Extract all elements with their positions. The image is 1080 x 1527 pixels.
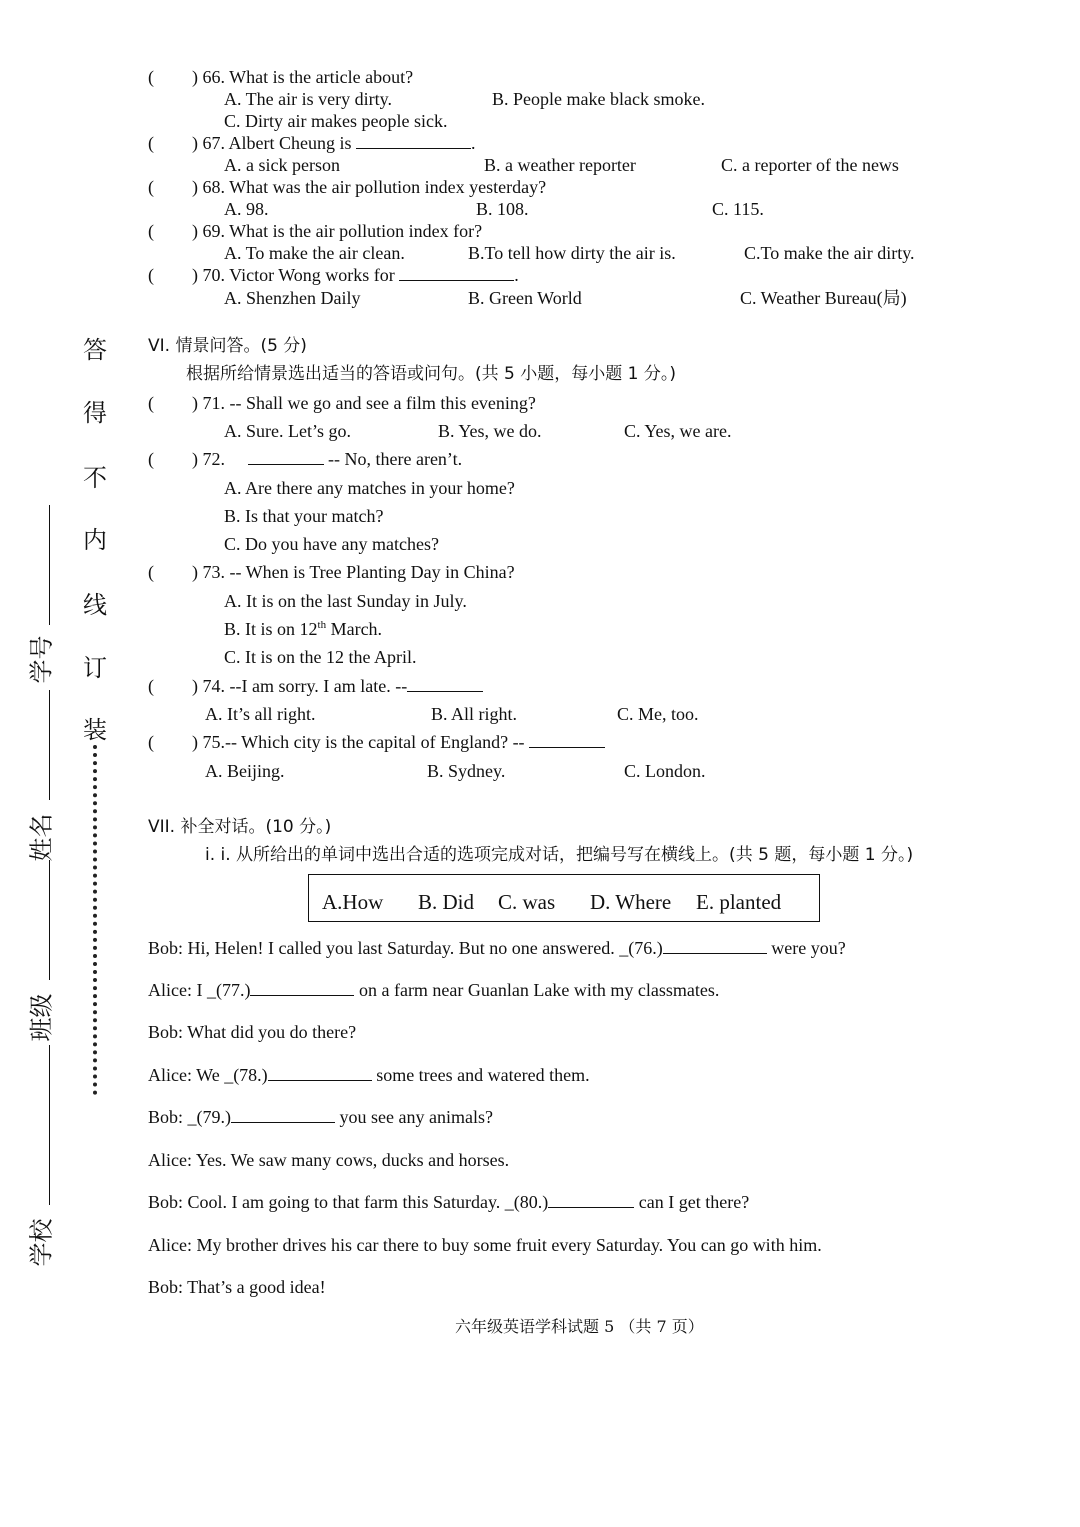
answer-blank bbox=[356, 132, 471, 149]
q66-option-a: A. The air is very dirty. bbox=[224, 89, 392, 109]
answer-blank bbox=[231, 1106, 335, 1123]
answer-blank bbox=[548, 1191, 634, 1208]
margin-char-5: 线 bbox=[83, 591, 107, 619]
q68-stem: ) 68. What was the air pollution index yesterday? bbox=[192, 177, 547, 197]
answer-blank bbox=[529, 731, 605, 748]
q72-option-b: B. Is that your match? bbox=[224, 506, 384, 526]
school-blank bbox=[49, 1045, 50, 1205]
q66-option-b: B. People make black smoke. bbox=[492, 89, 705, 109]
margin-char-7: 装 bbox=[83, 716, 107, 744]
margin-char-2: 得 bbox=[83, 399, 107, 427]
word-bank-b: B. Did bbox=[418, 890, 475, 914]
q73-option-c: C. It is on the 12 the April. bbox=[224, 647, 417, 667]
answer-blank bbox=[268, 1064, 372, 1081]
q72-option-a: A. Are there any matches in your home? bbox=[224, 478, 515, 498]
dialog-line-9: Bob: That’s a good idea! bbox=[148, 1277, 326, 1297]
section-6-title: VI. 情景问答。(5 分) bbox=[148, 336, 307, 356]
q71-option-c: C. Yes, we are. bbox=[624, 421, 732, 441]
dialog-line-2: Alice: I _(77.) on a farm near Guanlan Lake with my classmates. bbox=[148, 980, 720, 1000]
page-footer: 六年级英语学科试题 5 （共 7 页） bbox=[455, 1317, 704, 1336]
dialog-line-1: Bob: Hi, Helen! I called you last Saturday. But no one answered. _(76.) were you? bbox=[148, 938, 846, 958]
answer-blank bbox=[663, 937, 767, 954]
dialog-line-8: Alice: My brother drives his car there to buy some fruit every Saturday. You can go with him. bbox=[148, 1235, 822, 1255]
margin-char-4: 内 bbox=[83, 526, 107, 554]
q72-option-c: C. Do you have any matches? bbox=[224, 534, 439, 554]
answer-paren: ( bbox=[148, 676, 154, 696]
q70-option-a: A. Shenzhen Daily bbox=[224, 288, 361, 308]
word-bank-c: C. was bbox=[498, 890, 556, 914]
q74-option-b: B. All right. bbox=[431, 704, 518, 724]
q74-option-c: C. Me, too. bbox=[617, 704, 699, 724]
dialog-line-6: Alice: Yes. We saw many cows, ducks and horses. bbox=[148, 1150, 510, 1170]
school-label: 学校 bbox=[27, 1218, 56, 1267]
q68-option-b: B. 108. bbox=[476, 199, 529, 219]
dialog-line-3: Bob: What did you do there? bbox=[148, 1022, 357, 1042]
section-6-instructions: 根据所给情景选出适当的答语或问句。(共 5 小题，每小题 1 分。) bbox=[186, 364, 677, 384]
answer-blank bbox=[399, 264, 514, 281]
number-blank bbox=[49, 505, 50, 625]
q72-stem: ) 72. -- No, there aren’t. bbox=[192, 449, 463, 469]
class-blank bbox=[49, 860, 50, 980]
dialog-line-5: Bob: _(79.) you see any animals? bbox=[148, 1107, 493, 1127]
answer-paren: ( bbox=[148, 177, 154, 197]
q69-option-b: B.To tell how dirty the air is. bbox=[468, 243, 676, 263]
q73-option-a: A. It is on the last Sunday in July. bbox=[224, 591, 467, 611]
q67-option-a: A. a sick person bbox=[224, 155, 340, 175]
q74-stem: ) 74. --I am sorry. I am late. -- bbox=[192, 675, 483, 697]
q73-stem: ) 73. -- When is Tree Planting Day in China? bbox=[192, 562, 515, 582]
q68-option-a: A. 98. bbox=[224, 199, 269, 219]
answer-paren: ( bbox=[148, 265, 154, 285]
answer-blank bbox=[248, 448, 324, 465]
q66-stem: ) 66. What is the article about? bbox=[192, 67, 414, 87]
answer-blank bbox=[250, 979, 354, 996]
word-bank-d: D. Where bbox=[590, 890, 672, 914]
q71-option-a: A. Sure. Let’s go. bbox=[224, 421, 351, 441]
answer-paren: ( bbox=[148, 732, 154, 752]
q75-option-b: B. Sydney. bbox=[427, 761, 506, 781]
q71-option-b: B. Yes, we do. bbox=[438, 421, 542, 441]
q67-option-b: B. a weather reporter bbox=[484, 155, 636, 175]
answer-paren: ( bbox=[148, 393, 154, 413]
name-label: 姓名 bbox=[27, 813, 56, 862]
q71-stem: ) 71. -- Shall we go and see a film this evening? bbox=[192, 393, 536, 413]
q75-option-c: C. London. bbox=[624, 761, 706, 781]
name-blank bbox=[49, 690, 50, 800]
q70-option-b: B. Green World bbox=[468, 288, 582, 308]
binding-dotted-line bbox=[93, 745, 97, 1095]
section-7-title: VII. 补全对话。(10 分。) bbox=[148, 817, 332, 837]
q66-option-c: C. Dirty air makes people sick. bbox=[224, 111, 448, 131]
class-label: 班级 bbox=[27, 993, 56, 1042]
margin-char-3: 不 bbox=[83, 464, 107, 492]
q67-option-c: C. a reporter of the news bbox=[721, 155, 899, 175]
q74-option-a: A. It’s all right. bbox=[205, 704, 316, 724]
q69-option-c: C.To make the air dirty. bbox=[744, 243, 915, 263]
q70-option-c: C. Weather Bureau(局) bbox=[740, 288, 907, 308]
word-bank-e: E. planted bbox=[696, 890, 782, 914]
q69-stem: ) 69. What is the air pollution index for? bbox=[192, 221, 483, 241]
q73-option-b: B. It is on 12th March. bbox=[224, 619, 383, 639]
margin-char-1: 答 bbox=[83, 336, 107, 364]
q70-stem: ) 70. Victor Wong works for . bbox=[192, 265, 519, 285]
q75-stem: ) 75.-- Which city is the capital of England? -- bbox=[192, 731, 605, 753]
answer-paren: ( bbox=[148, 562, 154, 582]
margin-char-6: 订 bbox=[83, 654, 107, 682]
answer-blank bbox=[407, 675, 483, 692]
q67-stem: ) 67. Albert Cheung is . bbox=[192, 133, 476, 153]
q75-option-a: A. Beijing. bbox=[205, 761, 285, 781]
number-label: 学号 bbox=[27, 635, 56, 684]
answer-paren: ( bbox=[148, 67, 154, 87]
answer-paren: ( bbox=[148, 133, 154, 153]
q68-option-c: C. 115. bbox=[712, 199, 764, 219]
answer-paren: ( bbox=[148, 221, 154, 241]
answer-paren: ( bbox=[148, 449, 154, 469]
dialog-line-7: Bob: Cool. I am going to that farm this Saturday. _(80.) can I get there? bbox=[148, 1192, 750, 1212]
word-bank-a: A.How bbox=[322, 890, 384, 914]
section-7-instructions: i. i. 从所给出的单词中选出合适的选项完成对话，把编号写在横线上。(共 5 题，每小题 1 分。) bbox=[205, 845, 914, 865]
q69-option-a: A. To make the air clean. bbox=[224, 243, 405, 263]
dialog-line-4: Alice: We _(78.) some trees and watered them. bbox=[148, 1065, 590, 1085]
